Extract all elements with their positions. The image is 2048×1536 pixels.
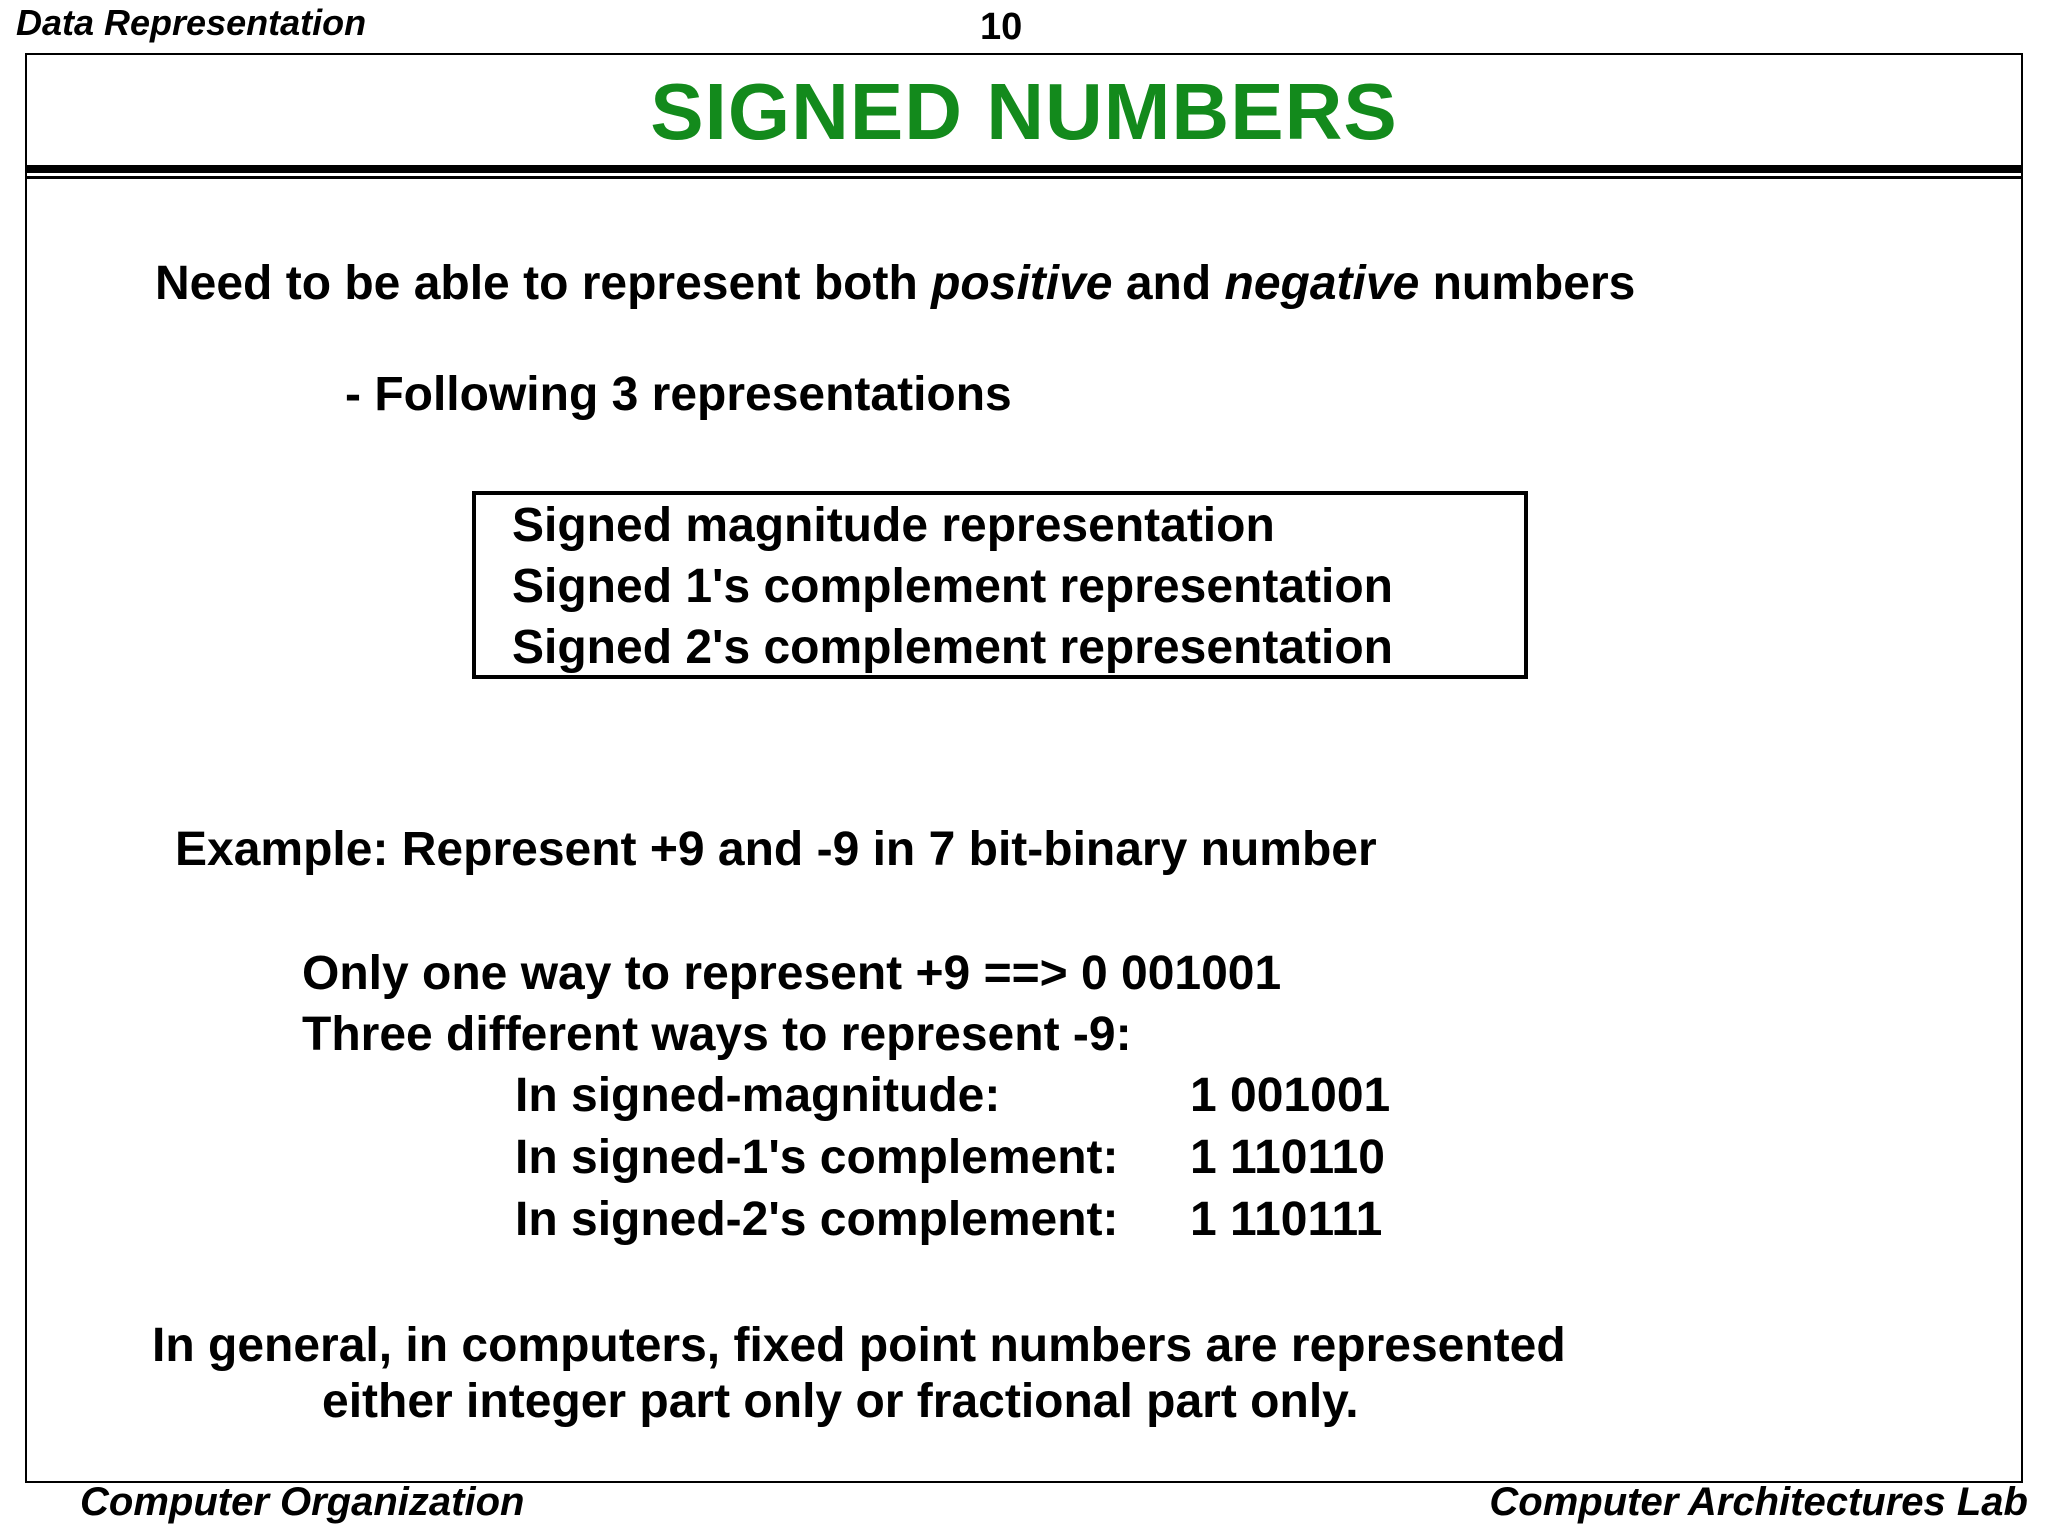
representation-item: Signed magnitude representation — [512, 499, 1275, 552]
footer-course: Computer Organization — [80, 1480, 525, 1524]
intro-emphasis-negative: negative — [1224, 257, 1420, 310]
example-positive: Only one way to represent +9 ==> 0 001001 — [302, 947, 1282, 1000]
title-divider-thin — [25, 176, 2023, 179]
intro-text-1: Need to be able to represent both — [155, 257, 932, 310]
header-section-title: Data Representation — [16, 2, 367, 43]
slide-title: SIGNED NUMBERS — [650, 67, 1398, 156]
general-statement-line-1: In general, in computers, fixed point numbers are represented — [152, 1319, 1566, 1372]
method-value-ones-complement: 1 110110 — [1190, 1131, 1385, 1184]
method-label-signed-magnitude: In signed-magnitude: — [515, 1069, 1001, 1122]
intro-statement — [155, 256, 1635, 311]
method-value-twos-complement: 1 110111 — [1190, 1193, 1383, 1246]
footer-lab: Computer Architectures Lab — [1489, 1480, 2028, 1524]
method-label-twos-complement: In signed-2's complement: — [515, 1193, 1119, 1246]
representations-box — [472, 491, 1528, 679]
page-number: 10 — [980, 6, 1023, 48]
example-negative-intro: Three different ways to represent -9: — [302, 1008, 1132, 1061]
method-label-ones-complement: In signed-1's complement: — [515, 1131, 1119, 1184]
example-heading: Example: Represent +9 and -9 in 7 bit-binary number — [175, 823, 1377, 876]
method-value-signed-magnitude: 1 001001 — [1190, 1069, 1391, 1122]
title-divider-thick — [25, 165, 2023, 173]
subpoint: - Following 3 representations — [345, 368, 1012, 421]
intro-text-2: and — [1112, 257, 1225, 310]
representation-item: Signed 1's complement representation — [512, 560, 1393, 613]
general-statement-line-2: either integer part only or fractional part only. — [322, 1375, 1359, 1428]
intro-emphasis-positive: positive — [931, 257, 1113, 310]
representation-item: Signed 2's complement representation — [512, 621, 1393, 674]
intro-text-3: numbers — [1419, 257, 1636, 310]
